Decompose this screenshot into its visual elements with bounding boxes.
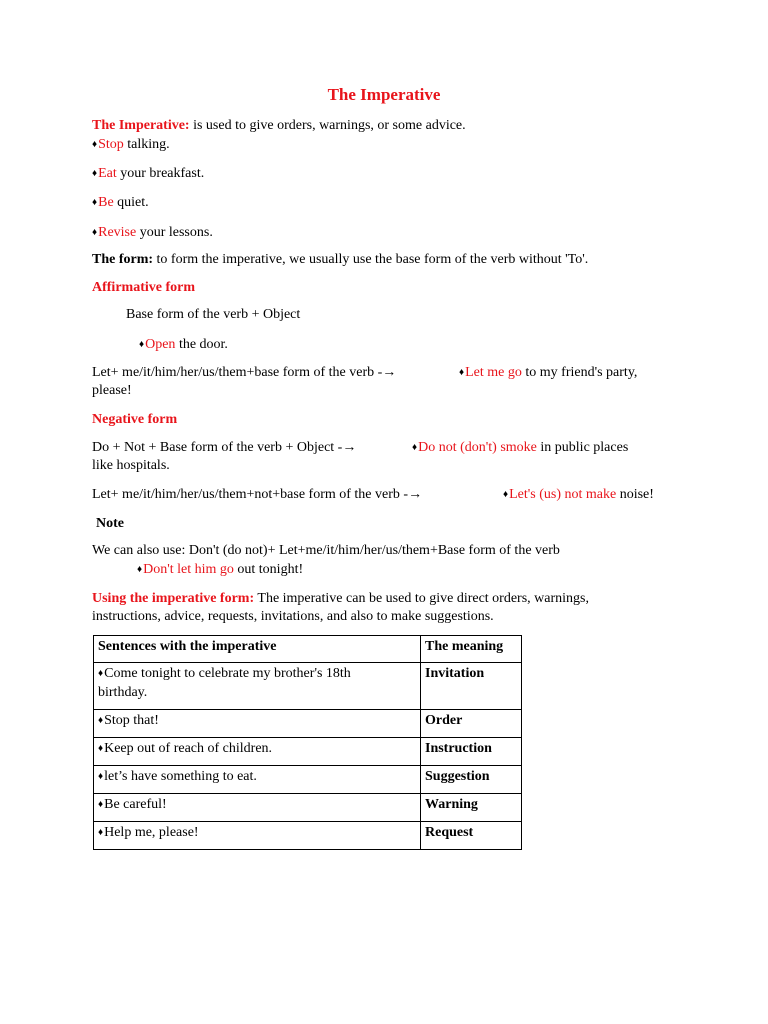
diamond-bullet-icon: ♦ <box>139 339 145 350</box>
table-row <box>94 738 522 766</box>
affirmative-structure: Base form of the verb + Object <box>126 307 301 322</box>
example-item <box>92 136 170 155</box>
negative-example-cont: like hospitals. <box>92 458 170 473</box>
form-paragraph <box>92 251 588 269</box>
table-row <box>94 710 522 738</box>
table-cell-sentence <box>94 794 421 822</box>
diamond-bullet-icon: ♦ <box>92 227 98 238</box>
table-cell-sentence <box>94 766 421 794</box>
affirmative-let-rule <box>92 364 396 382</box>
sentence-text: Come tonight to celebrate my brother's 18th <box>104 666 351 681</box>
example-verb: Revise <box>98 225 137 240</box>
sentence-text: Stop that! <box>104 713 159 728</box>
intro-text: is used to give orders, warnings, or some advice. <box>189 118 466 133</box>
diamond-bullet-icon: ♦ <box>412 442 418 453</box>
example-rest: in public places <box>536 440 629 455</box>
table-cell-meaning: Request <box>421 822 522 850</box>
example-rest: the door. <box>175 337 228 352</box>
page-title: The Imperative <box>327 85 441 104</box>
affirmative-heading: Affirmative form <box>92 280 196 295</box>
right-arrow-icon: → <box>382 365 397 380</box>
example-item <box>92 194 149 213</box>
rule-text: Do + Not + Base form of the verb + Object - <box>92 440 343 455</box>
example-verb: Be <box>98 195 114 210</box>
table-cell-sentence <box>94 822 421 850</box>
example-rest: your lessons. <box>136 225 213 240</box>
rule-text: Let+ me/it/him/her/us/them+not+base form of the verb - <box>92 487 409 502</box>
negative-heading: Negative form <box>92 412 178 427</box>
diamond-bullet-icon: ♦ <box>92 139 98 150</box>
example-item <box>92 165 204 184</box>
diamond-bullet-icon: ♦ <box>92 168 98 179</box>
right-arrow-icon: → <box>408 487 423 502</box>
example-verb: Do not (don't) smoke <box>418 440 537 455</box>
negative-rule <box>92 439 356 457</box>
negative-example <box>412 439 628 458</box>
using-text-cont: instructions, advice, requests, invitations, and also to make suggestions. <box>92 609 494 624</box>
using-paragraph <box>92 590 589 608</box>
note-text: We can also use: Don't (do not)+ Let+me/it/him/her/us/them+Base form of the verb <box>92 543 560 558</box>
example-item <box>92 224 213 243</box>
table-cell-meaning: Order <box>421 710 522 738</box>
diamond-bullet-icon: ♦ <box>503 489 509 500</box>
example-verb: Let's (us) not make <box>509 487 617 502</box>
table-header-sentences: Sentences with the imperative <box>94 636 421 663</box>
table-cell-meaning: Invitation <box>421 663 522 710</box>
note-heading: Note <box>96 516 124 531</box>
diamond-bullet-icon: ♦ <box>137 564 143 575</box>
example-rest: out tonight! <box>233 562 304 577</box>
example-rest: your breakfast. <box>116 166 205 181</box>
example-verb: Eat <box>98 166 117 181</box>
intro-paragraph <box>92 117 466 135</box>
diamond-bullet-icon: ♦ <box>98 743 104 754</box>
affirmative-let-example <box>459 364 637 383</box>
sentence-text: Help me, please! <box>104 825 199 840</box>
affirmative-example <box>139 336 228 355</box>
table-cell-meaning: Instruction <box>421 738 522 766</box>
sentence-text: Be careful! <box>104 797 167 812</box>
sentence-text-cont: birthday. <box>98 685 148 700</box>
sentence-text: Keep out of reach of children. <box>104 741 273 756</box>
imperative-table <box>93 635 522 850</box>
table-cell-meaning: Warning <box>421 794 522 822</box>
example-rest: talking. <box>123 137 170 152</box>
table-header-meaning: The meaning <box>421 636 522 663</box>
sentence-text: let’s have something to eat. <box>104 769 257 784</box>
table-cell-sentence <box>94 663 421 710</box>
right-arrow-icon: → <box>342 440 357 455</box>
diamond-bullet-icon: ♦ <box>98 668 104 679</box>
intro-term: The Imperative: <box>92 118 190 133</box>
table-row <box>94 794 522 822</box>
diamond-bullet-icon: ♦ <box>98 771 104 782</box>
example-verb: Open <box>145 337 176 352</box>
form-text: to form the imperative, we usually use the base form of the verb without 'To'. <box>153 252 589 267</box>
example-rest: quiet. <box>113 195 149 210</box>
rule-text: Let+ me/it/him/her/us/them+base form of the verb - <box>92 365 383 380</box>
affirmative-let-example-cont: please! <box>92 383 132 398</box>
form-label: The form: <box>92 252 154 267</box>
diamond-bullet-icon: ♦ <box>98 827 104 838</box>
table-cell-sentence <box>94 738 421 766</box>
table-header-row <box>94 636 522 663</box>
example-verb: Don't let him go <box>143 562 234 577</box>
note-example <box>137 561 303 580</box>
table-row <box>94 766 522 794</box>
diamond-bullet-icon: ♦ <box>92 197 98 208</box>
table-cell-sentence <box>94 710 421 738</box>
example-verb: Let me go <box>465 365 522 380</box>
negative-let-rule <box>92 486 422 504</box>
example-rest: noise! <box>616 487 654 502</box>
table-row <box>94 663 522 710</box>
diamond-bullet-icon: ♦ <box>98 715 104 726</box>
diamond-bullet-icon: ♦ <box>459 367 465 378</box>
negative-let-example <box>503 486 654 505</box>
table-cell-meaning: Suggestion <box>421 766 522 794</box>
example-rest: to my friend's party, <box>521 365 638 380</box>
example-verb: Stop <box>98 137 124 152</box>
table-row <box>94 822 522 850</box>
using-text: The imperative can be used to give direct orders, warnings, <box>254 591 589 606</box>
diamond-bullet-icon: ♦ <box>98 799 104 810</box>
using-label: Using the imperative form: <box>92 591 255 606</box>
